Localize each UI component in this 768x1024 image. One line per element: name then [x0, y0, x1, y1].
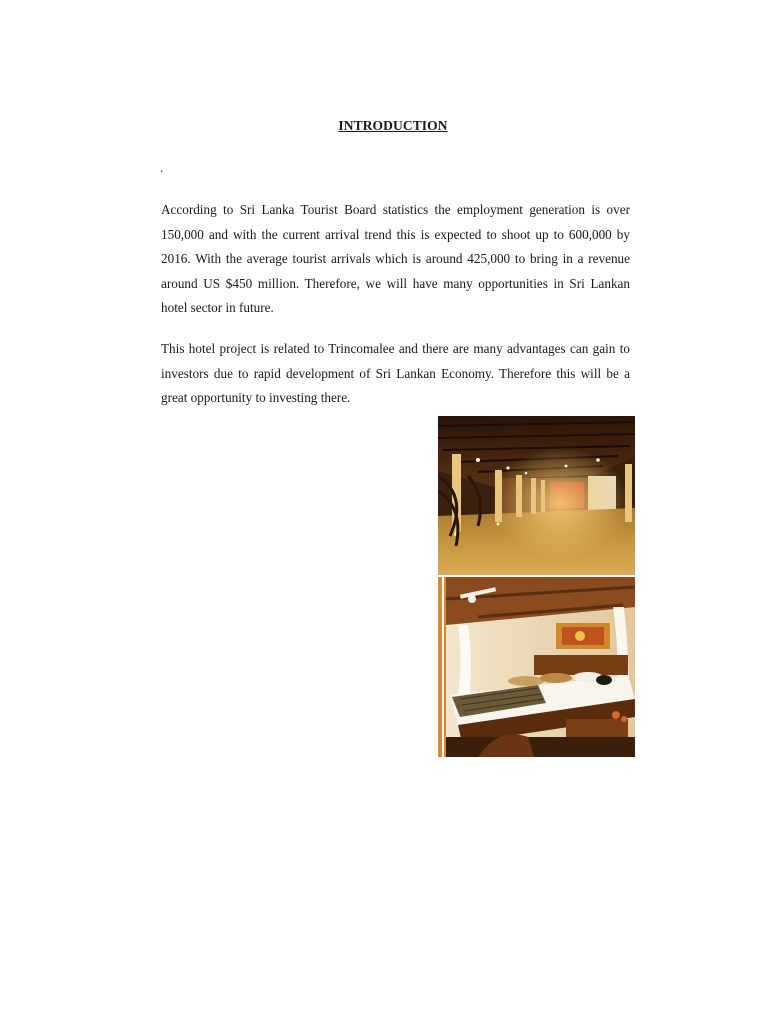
photo-collage [438, 416, 635, 757]
hotel-lobby-photo [438, 416, 635, 575]
paragraph-statistics: According to Sri Lanka Tourist Board statistics the employment generation is over 150,000 and with the current arrival trend this is expected to shoot up to 600,000 by 2016. With the average tourist arrivals which is around 425,000 to bring in a revenue around US $450 million. Therefore, we will have many opportunities in Sri Lankan hotel sector in future. [161, 202, 630, 315]
paragraph-project: This hotel project is related to Trincomalee and there are many advantages can gain to investors due to rapid development of Sri Lankan Economy. Therefore this will be a great opportunity to investing there. [161, 341, 630, 405]
hotel-bedroom-photo [438, 577, 635, 757]
stray-mark: . [160, 160, 164, 175]
page-title: INTRODUCTION [338, 118, 448, 133]
